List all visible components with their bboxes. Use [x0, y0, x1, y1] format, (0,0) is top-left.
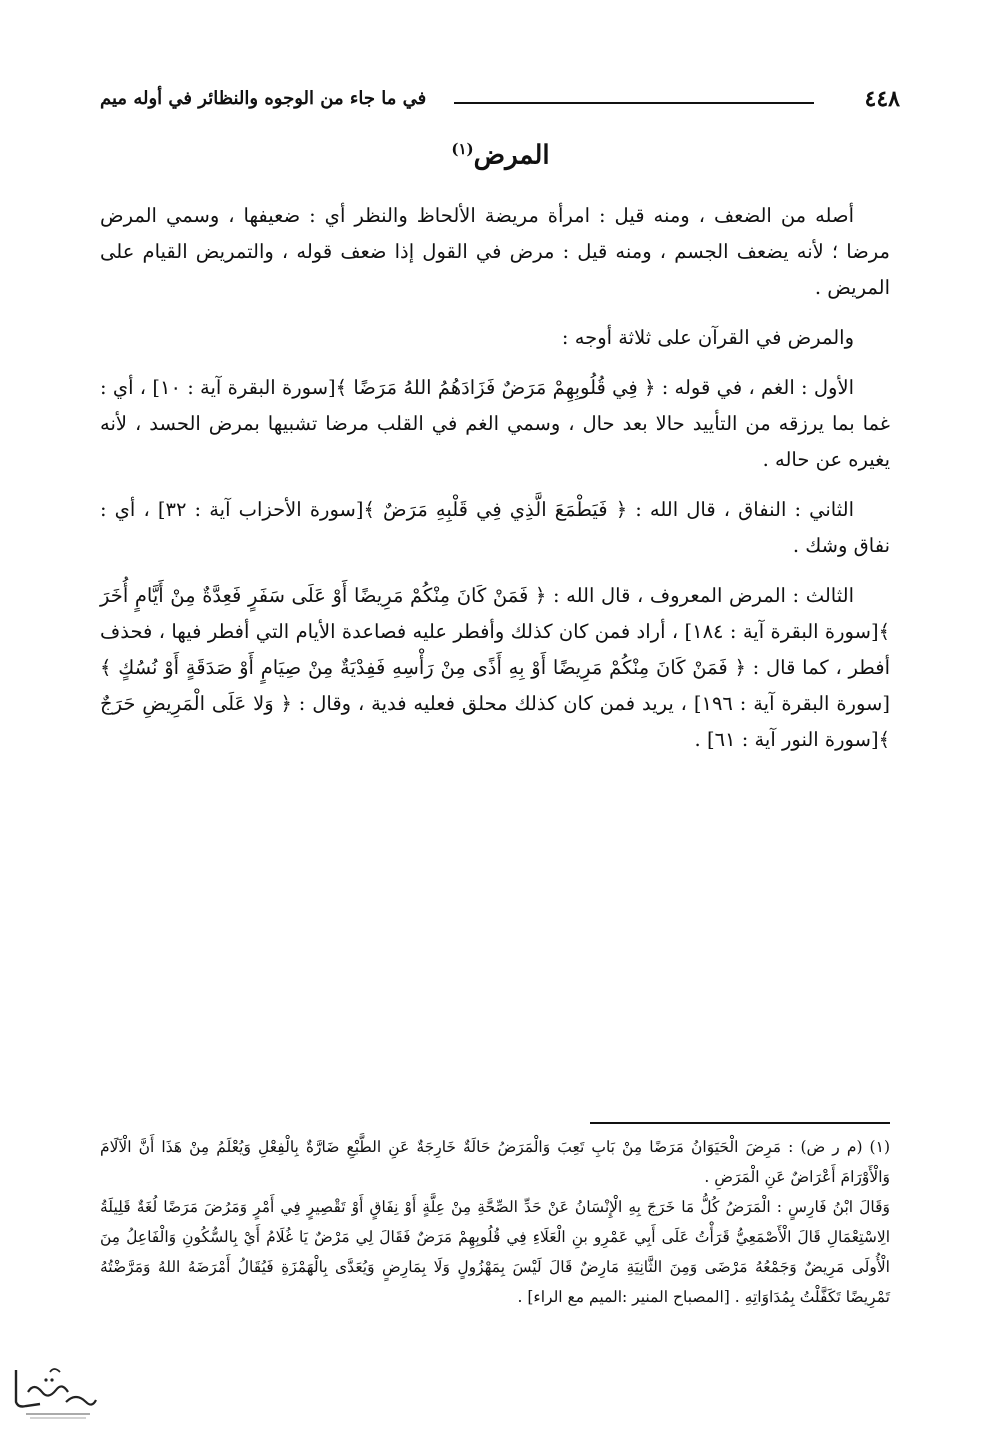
footnote-marker: (١)	[451, 140, 474, 158]
footnote-1-continued: وَقَالَ ابْنُ فَارِسٍ : الْمَرَضُ كُلُّ مَا خَرَجَ بِهِ الْإِنْسَانُ عَنْ حَدِّ الصِّحَّةِ مِنْ عِلَّةٍ أَوْ نِفَاقٍ أَوْ تَقْصِيرٍ فِي أَمْرٍ وَمَرُضَ مَرَضًا لُغَةٌ قَلِيلَةُ الِاسْتِعْمَالِ قَالَ الْأَصْمَعِيُّ قَرَأْتُ عَلَى أَبِي عَمْرِو بنِ الْعَلَاءِ فِي قُلُوبِهِمْ مَرَضٌ فَقَالَ لِي مَرْضٌ يَا غُلَامُ أَيْ بِالسُّكُونِ وَالْفَاعِلُ مِنَ الْأُولَى مَرِيضٌ وَجَمْعُهُ مَرْضَى وَمِنَ الثَّانِيَةِ مَارِضٌ قَالَ لَيْسَ بِمَهْزُولٍ وَلَا بِمَارِضٍ وَيُعَدَّى بِالْهَمْزَةِ فَيُقَالُ أَمْرَضَهُ اللهُ وَمَرَّضْتُهُ تَمْرِيضًا تَكَفَّلْتُ بِمُدَاوَاتِهِ . [المصباح المنير :الميم مع الراء] .	[100, 1198, 890, 1306]
paragraph-aspects: والمرض في القرآن على ثلاثة أوجه :	[561, 326, 854, 349]
paragraph-first: الأول : الغم ، في قوله : ﴿ فِي قُلُوبِهِمْ مَرَضٌ فَزَادَهُمُ اللهُ مَرَضًا ﴾[سورة البقرة آية : ١٠] ، أي : غما بما يرزقه من التأييد حالا بعد حال ، وسمي الغم في القلب مرضا تشبيها بمرض الحسد ، لأنه يغيره عن حاله .	[100, 376, 890, 471]
paragraph-second: الثاني : النفاق ، قال الله : ﴿ فَيَطْمَعَ الَّذِي فِي قَلْبِهِ مَرَضٌ ﴾[سورة الأحزاب آية : ٣٢] ، أي : نفاق وشك .	[100, 498, 890, 557]
section-title	[0, 140, 1001, 171]
paragraph-origin: أصله من الضعف ، ومنه قيل : امرأة مريضة الألحاظ والنظر أي : ضعيفها ، وسمي المرض مرضا ؛ لأنه يضعف الجسم ، ومنه قيل : مرض في القول إذا ضعف قوله ، والتمريض القيام على المريض .	[100, 204, 890, 299]
paragraph-third: الثالث : المرض المعروف ، قال الله : ﴿ فَمَنْ كَانَ مِنْكُمْ مَرِيضًا أَوْ عَلَى سَفَرٍ فَعِدَّةٌ مِنْ أَيَّامٍ أُخَرَ ﴾[سورة البقرة آية : ١٨٤] ، أراد فمن كان كذلك وأفطر عليه فصاعدة الأيام التي أفطر فيها ، فحذف أفطر ، كما قال : ﴿ فَمَنْ كَانَ مِنْكُمْ مَرِيضًا أَوْ بِهِ أَذًى مِنْ رَأْسِهِ فَفِدْيَةٌ مِنْ صِيَامٍ أَوْ صَدَقَةٍ أَوْ نُسُكٍ ﴾[سورة البقرة آية : ١٩٦] ، يريد فمن كان كذلك محلق فعليه فدية ، وقال : ﴿ وَلا عَلَى الْمَرِيضِ حَرَجٌ ﴾[سورة النور آية : ٦١] .	[100, 584, 890, 751]
page-number: ٤٤٨	[864, 86, 900, 112]
header-rule	[454, 102, 814, 104]
footnotes	[100, 1132, 890, 1312]
running-title: في ما جاء من الوجوه والنظائر في أوله ميم	[100, 88, 427, 109]
body-text	[100, 198, 890, 772]
calligraphy-logo-icon	[6, 1362, 102, 1422]
footnote-rule	[590, 1122, 890, 1124]
footnote-1: (١) (م ر ض) : مَرِضَ الْحَيَوَانُ مَرَضًا مِنْ بَابِ تَعِبَ وَالْمَرَضُ حَالَةٌ خَارِجَةٌ عَنِ الطَّبْعِ ضَارَّةٌ بِالْفِعْلِ وَيُعْلَمُ مِنْ هَذَا أَنَّ الْآلَامَ وَالْأَوْرَامَ أَعْرَاضٌ عَنِ الْمَرَضِ .	[100, 1138, 890, 1186]
section-title-text: المرض	[473, 140, 550, 171]
page-header	[100, 86, 900, 120]
